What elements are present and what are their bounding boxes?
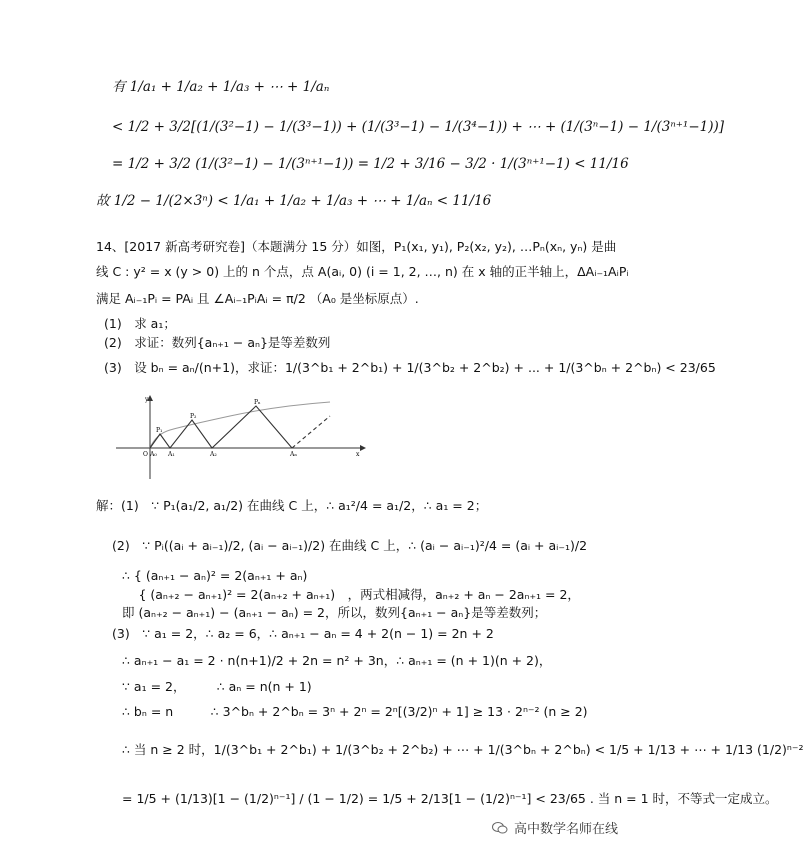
question-2: (2) 求证：数列{aₙ₊₁ − aₙ}是等差数列	[104, 335, 331, 350]
dashed-extension	[292, 416, 330, 448]
label-o: O	[143, 451, 148, 458]
triangle-chain	[150, 406, 292, 448]
proof-line-2: < 1/2 + 3/2[(1/(3²−1) − 1/(3³−1)) + (1/(3³−1) − 1/(3⁴−1)) + ⋯ + (1/(3ⁿ−1) − 1/(3ⁿ⁺¹−1))]	[112, 119, 725, 135]
wechat-icon	[492, 821, 508, 835]
solution-5: (3) ∵ a₁ = 2，∴ a₂ = 6，∴ aₙ₊₁ − aₙ = 4 + 2(n − 1) = 2n + 2	[112, 626, 494, 641]
problem-line-3: 满足 Aᵢ₋₁Pᵢ = PAᵢ 且 ∠Aᵢ₋₁PᵢAᵢ = π/2 （A₀ 是坐标原点）.	[96, 291, 419, 306]
solution-10: = 1/5 + (1/13)[1 − (1/2)ⁿ⁻¹] / (1 − 1/2) = 1/5 + 2/13[1 − (1/2)ⁿ⁻¹] < 23/65 . 当 n = 1 时，不等式一定成立。	[122, 791, 778, 806]
solution-2: (2) ∵ Pᵢ((aᵢ + aᵢ₋₁)/2, (aᵢ − aᵢ₋₁)/2) 在曲线 C 上，∴ (aᵢ − aᵢ₋₁)²/4 = (aᵢ + aᵢ₋₁)/2	[112, 538, 588, 553]
solution-1: 解：(1) ∵ P₁(a₁/2, a₁/2) 在曲线 C 上，∴ a₁²/4 = a₁/2，∴ a₁ = 2；	[96, 498, 488, 513]
solution-7: ∵ a₁ = 2， ∴ aₙ = n(n + 1)	[122, 679, 312, 694]
proof-line-3: = 1/2 + 3/2 (1/(3²−1) − 1/(3ⁿ⁺¹−1)) = 1/2 + 3/16 − 3/2 · 1/(3ⁿ⁺¹−1) < 11/16	[112, 156, 629, 172]
problem-line-2: 线 C : y² = x (y > 0) 上的 n 个点，点 A(aᵢ, 0) (i = 1, 2, …, n) 在 x 轴的正半轴上，ΔAᵢ₋₁AᵢPᵢ	[96, 264, 629, 279]
curve-c	[150, 402, 330, 448]
label-x: x	[356, 451, 360, 458]
solution-9: ∴ 当 n ≥ 2 时，1/(3^b₁ + 2^b₁) + 1/(3^b₂ + 2^b₂) + ⋯ + 1/(3^bₙ + 2^bₙ) < 1/5 + 1/13 + ⋯ + 1/13 (1/2)ⁿ⁻²	[122, 742, 804, 757]
solution-4: 即 (aₙ₊₂ − aₙ₊₁) − (aₙ₊₁ − aₙ) = 2，所以，数列{aₙ₊₁ − aₙ}是等差数列；	[122, 605, 547, 620]
solution-3a: ∴ { (aₙ₊₁ − aₙ)² = 2(aₙ₊₁ + aₙ)	[122, 568, 308, 583]
proof-line-4: 故 1/2 − 1/(2×3ⁿ) < 1/a₁ + 1/a₂ + 1/a₃ + ⋯ + 1/aₙ < 11/16	[96, 193, 492, 209]
label-an: Aₙ	[290, 451, 297, 458]
label-y: y	[145, 396, 149, 403]
watermark-text: 高中数学名师在线	[514, 822, 619, 837]
solution-3b: { (aₙ₊₂ − aₙ₊₁)² = 2(aₙ₊₂ + aₙ₊₁) ，两式相减得，aₙ₊₂ + aₙ − 2aₙ₊₁ = 2，	[122, 587, 580, 602]
label-a0: A₀	[150, 451, 157, 458]
solution-6: ∴ aₙ₊₁ − a₁ = 2 · n(n+1)/2 + 2n = n² + 3n，∴ aₙ₊₁ = (n + 1)(n + 2)，	[122, 653, 552, 668]
watermark	[492, 818, 618, 837]
label-a1: A₁	[168, 451, 175, 458]
problem-header: 14、[2017 新高考研究卷]（本题满分 15 分）如图，P₁(x₁, y₁), P₂(x₂, y₂), …Pₙ(xₙ, yₙ) 是曲	[96, 239, 617, 254]
label-p1: P₁	[156, 427, 163, 434]
label-p2: P₂	[190, 413, 197, 420]
question-1: (1) 求 a₁；	[104, 316, 176, 331]
label-pn: Pₙ	[254, 399, 261, 406]
label-a2: A₂	[210, 451, 217, 458]
curve-figure	[110, 394, 370, 482]
solution-8: ∴ bₙ = n ∴ 3^bₙ + 2^bₙ = 3ⁿ + 2ⁿ = 2ⁿ[(3/2)ⁿ + 1] ≥ 13 · 2ⁿ⁻² (n ≥ 2)	[122, 704, 588, 719]
proof-line-1: 有 1/a₁ + 1/a₂ + 1/a₃ + ⋯ + 1/aₙ	[112, 79, 330, 95]
question-3: (3) 设 bₙ = aₙ/(n+1)，求证：1/(3^b₁ + 2^b₁) + 1/(3^b₂ + 2^b₂) + ... + 1/(3^bₙ + 2^bₙ) < 23/65	[104, 360, 716, 375]
